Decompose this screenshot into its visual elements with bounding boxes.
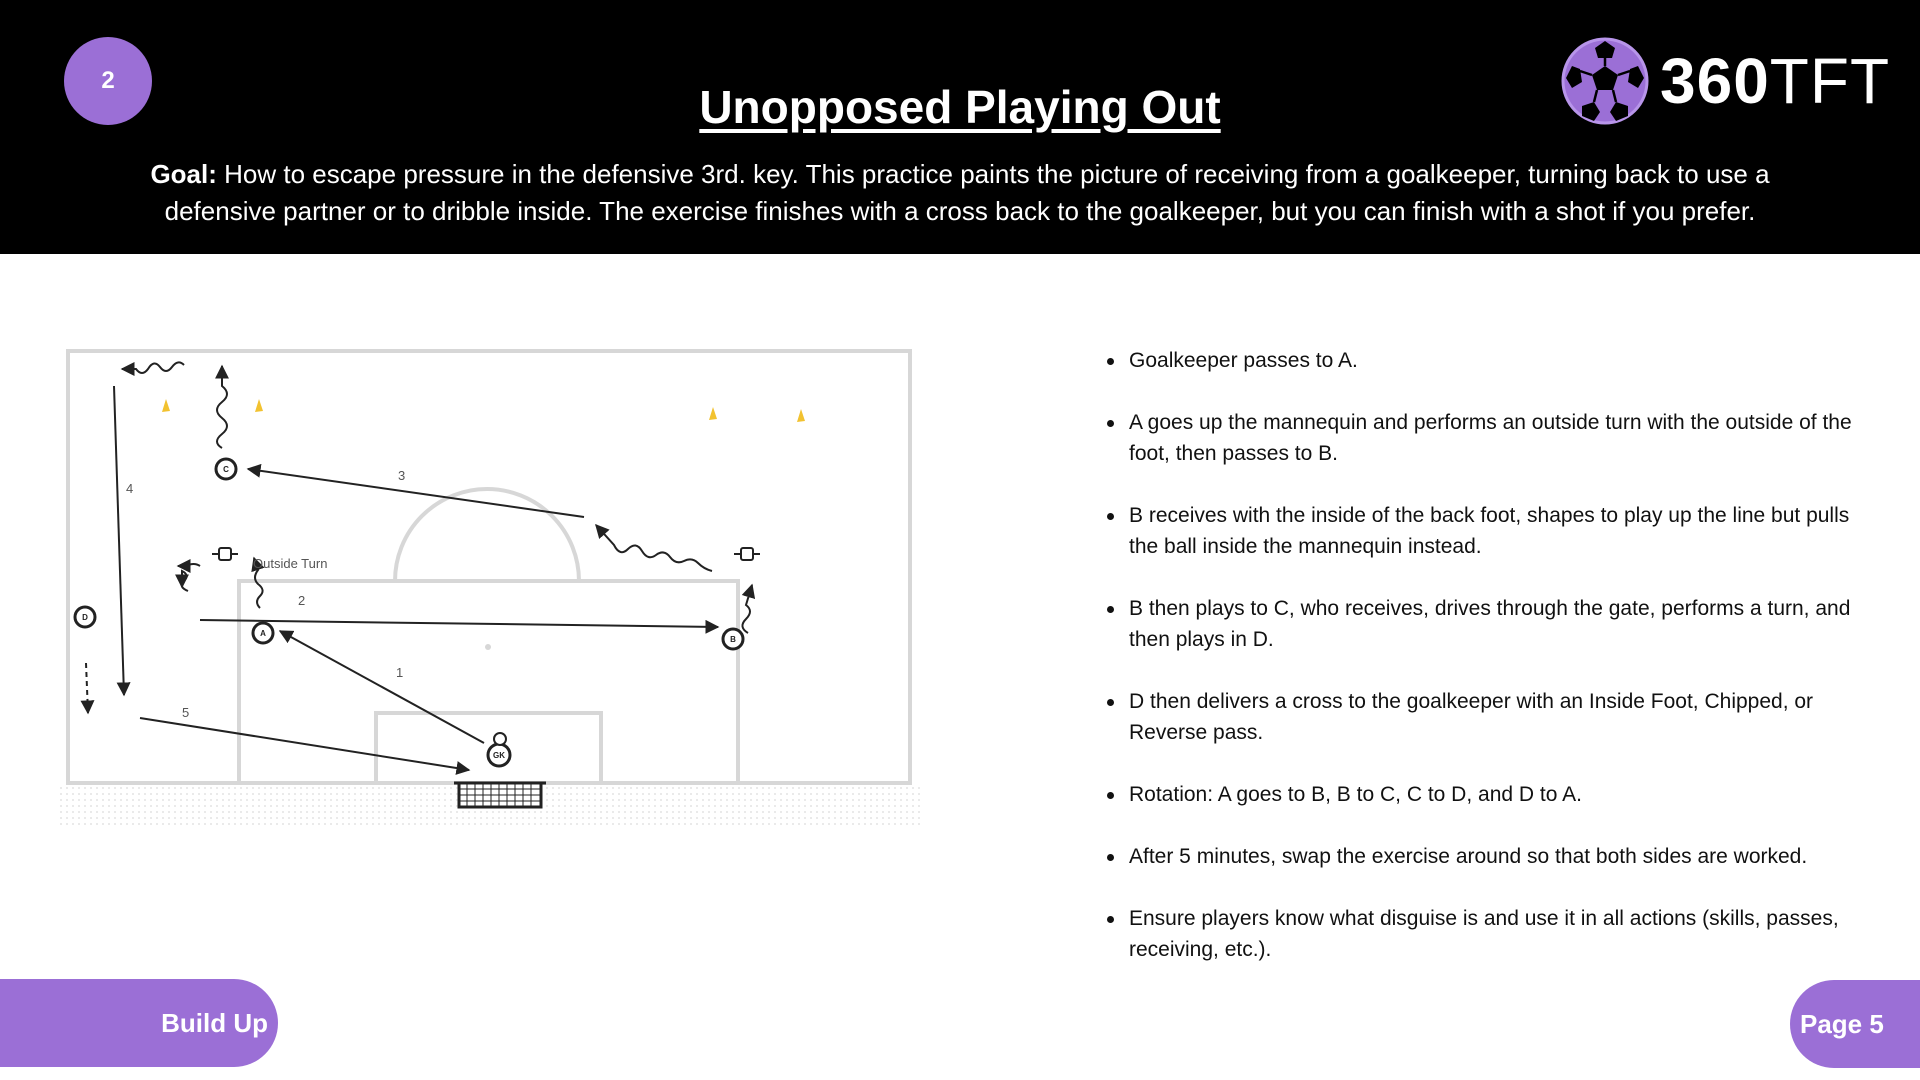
player-b [723,629,743,649]
list-item: Ensure players know what disguise is and use it in all actions (skills, passes, receiving, etc.). [1105,903,1870,965]
pass-arrow-3 [248,469,584,517]
list-item: Rotation: A goes to B, B to C, C to D, and D to A. [1105,779,1870,810]
goal-net [454,783,546,807]
brand-logo [1560,36,1890,126]
cone [709,407,717,420]
pass-arrow-2 [200,620,718,627]
dribble-arrow [742,585,752,633]
ball-icon [494,733,506,745]
instructions-list [1105,345,1870,996]
pass-arrow-5 [140,718,469,770]
player-d [75,607,95,627]
brand-wordmark: 360TFT [1660,45,1891,117]
run-arrow-d [86,663,88,713]
goalkeeper [488,744,510,766]
svg-text:A: A [260,629,266,638]
list-item: A goes up the mannequin and performs an outside turn with the outside of the foot, then passes to B. [1105,407,1870,469]
pass-arrow-4 [114,386,124,695]
dribble-arrow [122,362,184,373]
pass-label-5: 5 [182,705,190,720]
header-bar [0,0,1920,254]
cones [162,399,805,422]
pass-label-4: 4 [126,481,134,496]
dribble-arrow [596,525,712,571]
cone [255,399,263,412]
list-item: Goalkeeper passes to A. [1105,345,1870,376]
dribble-arrow [217,366,227,448]
pass-label-2: 2 [298,593,306,608]
page-number-tab: Page 5 [1790,980,1920,1068]
pass-arrow-1 [280,631,484,743]
pass-label-1: 1 [396,665,404,680]
list-item: B receives with the inside of the back foot, shapes to play up the line but pulls the ball inside the mannequin instead. [1105,500,1870,562]
pass-label-3: 3 [398,468,406,483]
goal-label: Goal: [150,159,217,189]
outside-turn-label: Outside Turn [253,556,328,571]
list-item: B then plays to C, who receives, drives through the gate, performs a turn, and then plays in D. [1105,593,1870,655]
svg-text:GK: GK [493,751,505,760]
svg-text:D: D [82,613,88,622]
svg-text:B: B [730,635,736,644]
page-title: Unopposed Playing Out [699,81,1221,133]
svg-text:C: C [223,465,229,474]
penalty-spot [485,644,491,650]
section-tab[interactable]: Build Up [0,979,278,1067]
cone [162,399,170,412]
soccer-ball-icon [1560,36,1650,126]
goal-text [100,156,1820,230]
pitch-lines [68,351,910,783]
dribble-arrow [182,571,188,591]
player-c [216,459,236,479]
list-item: After 5 minutes, swap the exercise around so that both sides are worked. [1105,841,1870,872]
goal-description: How to escape pressure in the defensive 3rd. key. This practice paints the picture of receiving from a goalkeeper, turning back to use a defensive partner or to dribble inside. The exercise finishes with a cross back to the goalkeeper, but you can finish with a shot if you prefer. [164,159,1770,226]
player-a [253,623,273,643]
mannequin-left [212,548,238,560]
dribble-arrow [178,564,200,566]
cone [797,409,805,422]
training-diagram [58,343,920,825]
slide-number-badge: 2 [64,37,152,125]
list-item: D then delivers a cross to the goalkeeper with an Inside Foot, Chipped, or Reverse pass. [1105,686,1870,748]
mannequin-right [734,548,760,560]
